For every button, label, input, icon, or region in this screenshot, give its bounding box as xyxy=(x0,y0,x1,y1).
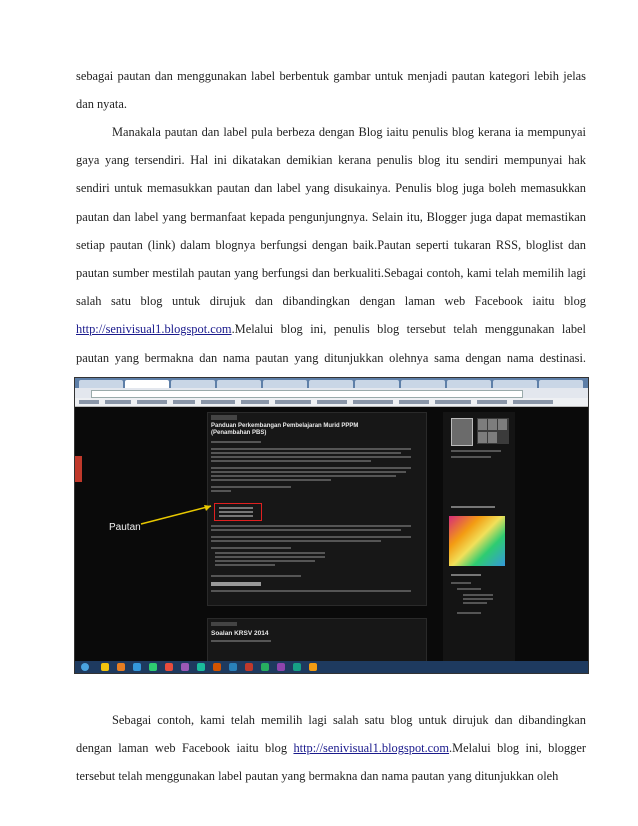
paragraph-1 xyxy=(76,62,586,118)
paragraph-3-text-a: Sebagai contoh, kami telah memilih lagi salah satu blog untuk dirujuk dan dibandingkan dengan laman web Facebook iaitu blog xyxy=(76,713,586,756)
blog-link[interactable]: http://senivisual1.blogspot.com xyxy=(76,322,232,337)
paragraph-1-text: sebagai pautan dan menggunakan label berbentuk gambar untuk menjadi pautan kategori lebih jelas dan nyata. xyxy=(76,69,586,112)
colorful-image xyxy=(449,516,505,566)
paragraph-2 xyxy=(76,118,586,400)
profile-photo xyxy=(451,418,473,446)
paragraph-3 xyxy=(76,706,586,791)
post-title: Panduan Perkembangan Pembelajaran Murid PPPM (Penambahan PBS) xyxy=(211,423,359,436)
blog-link-2[interactable]: http://senivisual1.blogspot.com xyxy=(293,741,450,756)
paragraph-3-text-b: .Melalui blog ini, blogger tersebut telah menggunakan label pautan yang bermakna dan nama pautan yang ditunjukkan oleh xyxy=(76,741,586,784)
blog-screenshot-figure xyxy=(74,377,589,674)
pautan-annotation: Pautan xyxy=(109,522,141,533)
paragraph-2-text-a: Manakala pautan dan label pula berbeza dengan Blog iaitu penulis blog kerana ia mempunyai gaya yang tersendiri. Hal ini dikatakan demikian kerana penulis blog itu sendiri mempunyai hak sendiri untuk memasukkan pautan dan label yang disukainya. Penulis blog juga boleh memasukkan pautan dan label yang bermanfaat kepada pengunjungnya. Selain itu, Blogger juga dapat memastikan setiap pautan (link) dalam blognya berfungsi dengan baik.Pautan seperti tukaran RSS, bloglist dan pautan sumber mestilah pautan yang berfungsi dan berkualiti.Sebagai contoh, kami telah memilih lagi salah satu blog untuk dirujuk dan dibandingkan dengan laman web Facebook iaitu blog xyxy=(76,125,586,309)
follower-thumbnails xyxy=(477,418,509,444)
second-post-title: Soalan KRSV 2014 xyxy=(211,630,269,637)
paragraph-2-text-b: .Melalui blog ini, penulis blog tersebut telah menggunakan label pautan yang bermakna dan nama pautan yang ditunjukkan olehnya sama dengan nama destinasi. xyxy=(76,322,586,365)
